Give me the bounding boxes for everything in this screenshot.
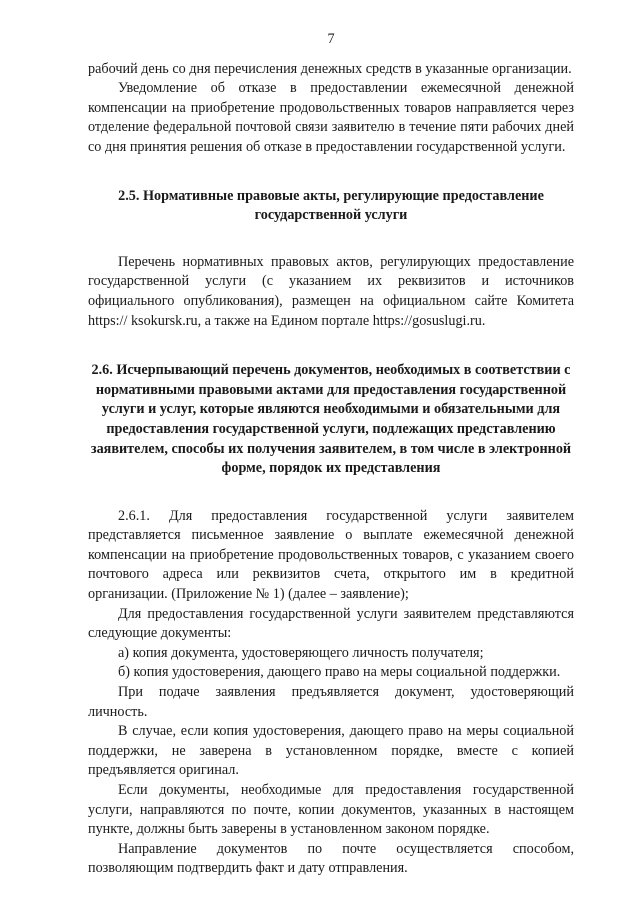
paragraph-by-mail: Если документы, необходимые для предоставления государственной услуги, направляются по почте, копии документов, указанных в настоящем пункте, должны быть заверены в установленном законом порядке. bbox=[88, 782, 574, 838]
paragraph-documents-intro: Для предоставления государственной услуги заявителем представляются следующие документы: bbox=[88, 605, 574, 642]
paragraph-continuation: рабочий день со дня перечисления денежных средств в указанные организации. bbox=[88, 60, 572, 77]
list-item-a: а) копия документа, удостоверяющего личность получателя; bbox=[118, 644, 484, 661]
document-page bbox=[88, 30, 574, 879]
section-2-5-text: Перечень нормативных правовых актов, регулирующих предоставление государственной услуги (с указанием их реквизитов и источников официального опубликования), размещен на официальном сайте Комитета https:// ksokursk.ru, а также на Едином портале https://gosuslugi.ru. bbox=[88, 253, 574, 329]
paragraph-mail-method: Направление документов по почте осуществляется способом, позволяющим подтвердить факт и дату отправления. bbox=[88, 840, 574, 877]
paragraph-refusal-notice: Уведомление об отказе в предоставлении ежемесячной денежной компенсации на приобретение продовольственных товаров направляется через отделение федеральной почтовой связи заявителю в течение пяти рабочих дней со дня принятия решения об отказе в предоставлении государственной услуги. bbox=[88, 80, 574, 155]
list-item-b: б) копия удостоверения, дающего право на меры социальной поддержки. bbox=[118, 664, 561, 681]
paragraph-original: В случае, если копия удостоверения, дающего право на меры социальной поддержки, не заверена в установленном порядке, вместе с копией предъявляется оригинал. bbox=[88, 723, 574, 779]
paragraph-2-6-1: 2.6.1. Для предоставления государственной услуги заявителем представляется письменное заявление о выплате ежемесячной денежной компенсации на приобретение продовольственных товаров, с указанием своего почтового адреса или реквизитов счета, открытого им в кредитной организации. (Приложение № 1) (далее – заявление); bbox=[88, 507, 574, 603]
section-2-5-heading: 2.5. Нормативные правовые акты, регулирующие предоставление государственной услуги bbox=[118, 187, 544, 224]
page-number: 7 bbox=[327, 31, 335, 47]
section-2-6-heading: 2.6. Исчерпывающий перечень документов, необходимых в соответствии с нормативными правовыми актами для предоставления государственной услуги и услуг, которые являются необходимыми и обязательными для предоставления государственной услуги, подлежащих представлению заявителем, способы их получения заявителем, в том числе в электронной форме, порядок их представления bbox=[90, 362, 572, 477]
paragraph-identity: При подаче заявления предъявляется документ, удостоверяющий личность. bbox=[88, 684, 574, 720]
